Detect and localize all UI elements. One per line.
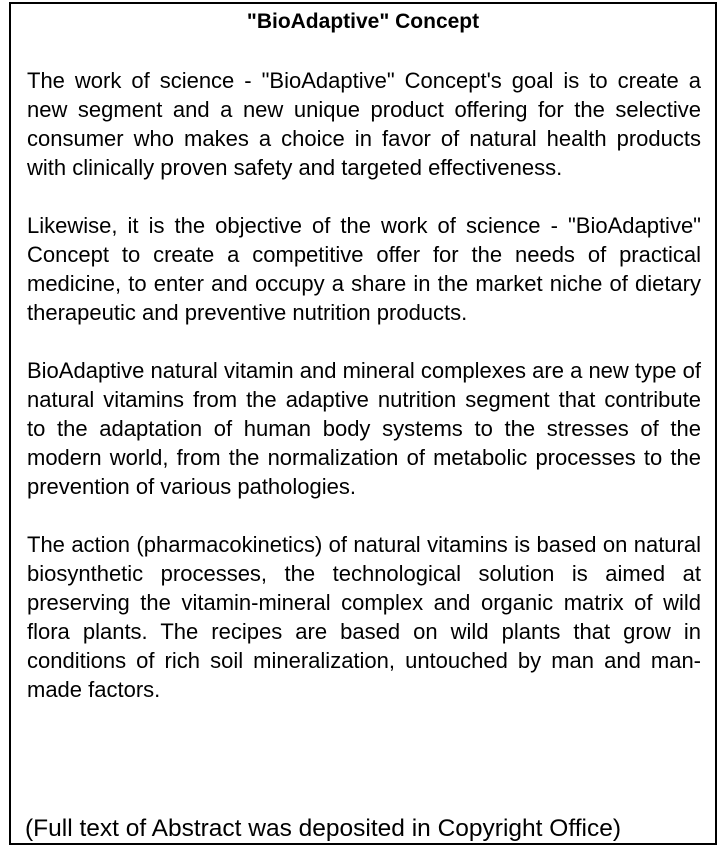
paragraph-objective: Likewise, it is the objective of the work of science - "BioAdaptive" Concept to create a competitive offer for the needs of practical medicine, to enter and occupy a share in the market niche of dietary therapeutic and preventive nutrition products. — [27, 213, 701, 325]
document-frame — [9, 2, 717, 845]
document-title: "BioAdaptive" Concept — [246, 10, 480, 33]
document-body — [27, 66, 701, 733]
paragraph-action: The action (pharmacokinetics) of natural vitamins is based on natural biosynthetic processes, the technological solution is aimed at preserving the vitamin-mineral complex and organic matrix of wild flora plants. The recipes are based on wild plants that grow in conditions of rich soil mineralization, untouched by man and man-made factors. — [27, 532, 701, 702]
paragraph-goal: The work of science - "BioAdaptive" Concept's goal is to create a new segment and a new unique product offering for the selective consumer who makes a choice in favor of natural health products with clinically proven safety and targeted effectiveness. — [27, 68, 701, 180]
copyright-note: (Full text of Abstract was deposited in Copyright Office) — [25, 815, 621, 842]
paragraph-complexes: BioAdaptive natural vitamin and mineral complexes are a new type of natural vitamins from the adaptive nutrition segment that contribute to the adaptation of human body systems to the stresses of the modern world, from the normalization of metabolic processes to the prevention of various pathologies. — [27, 358, 701, 499]
